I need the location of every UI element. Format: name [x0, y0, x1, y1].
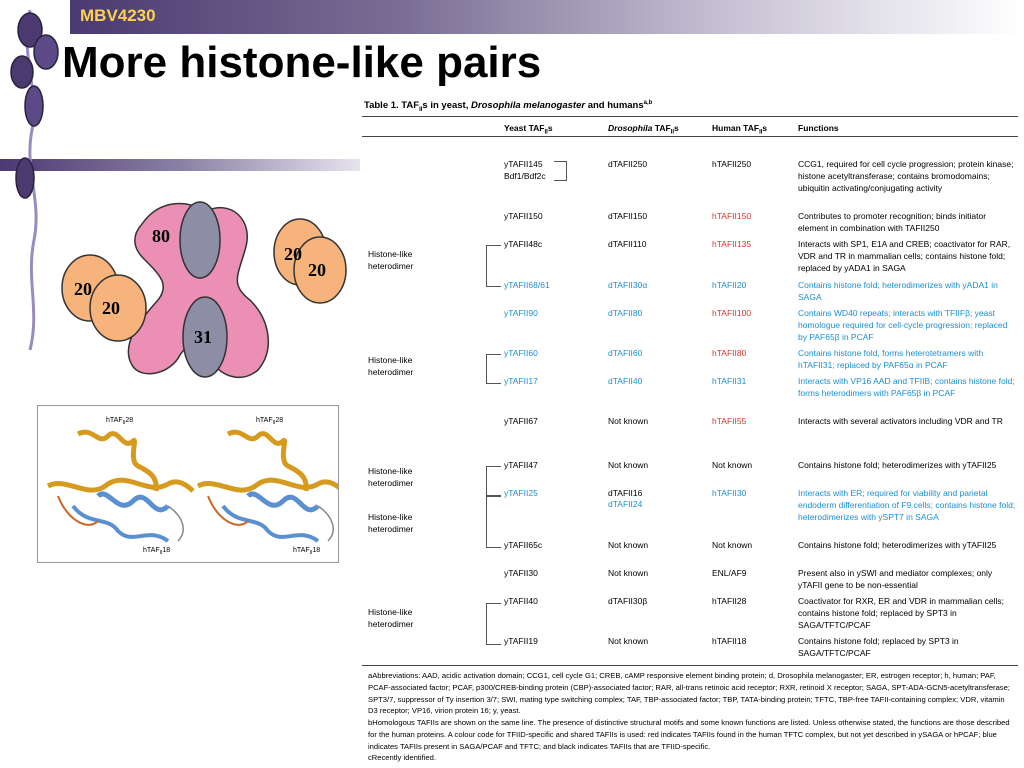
- r7-human: hTAFII31: [712, 376, 747, 386]
- r10-dros2: dTAFII24: [608, 499, 643, 509]
- r9-human: Not known: [712, 460, 753, 470]
- r12-human: ENL/AF9: [712, 568, 747, 578]
- header-yeast: Yeast $TAF_{II}s$: [504, 123, 553, 136]
- footnote-c: cRecently identified.: [368, 753, 436, 762]
- r11-yeast: yTAFII65c: [504, 540, 543, 550]
- right-top-sub: II: [272, 420, 276, 426]
- svg-text:hTAFII18: [293, 547, 320, 556]
- group-label-4: Histone-like heterodimer: [368, 512, 414, 535]
- r10-dros: dTAFII16: [608, 488, 643, 498]
- bracket-bdf: [554, 161, 567, 181]
- r10-function: Interacts with ER; required for viability and parietal endoderm differentiation of F9 cells; contains histone fold; heterodimerizes with ySPT7 in SAGA: [798, 488, 1016, 523]
- r1-human: hTAFII250: [712, 159, 752, 169]
- table-top-rule: [362, 116, 1018, 117]
- bracket-3: [486, 466, 501, 496]
- r3-yeast: yTAFII48c: [504, 239, 543, 249]
- r4-function: Contains histone fold; heterodimerizes with yADA1 in SAGA: [798, 280, 998, 303]
- r14-human: hTAFII18: [712, 636, 747, 646]
- r8-yeast: yTAFII67: [504, 416, 538, 426]
- r11-human: Not known: [712, 540, 753, 550]
- slide-title: More histone-like pairs: [62, 38, 542, 87]
- left-top-sub: II: [122, 420, 126, 426]
- cartoon-label-20a: 20: [74, 279, 92, 299]
- right-top-num: 28: [275, 417, 284, 424]
- r11-dros: Not known: [608, 540, 649, 550]
- r4-yeast: yTAFII68/61: [504, 280, 550, 290]
- r7-dros: dTAFII40: [608, 376, 643, 386]
- r9-dros: Not known: [608, 460, 649, 470]
- r7-function: Interacts with VP16 AAD and TFIIB; contains histone fold; forms heterodimers with PAF65β in PCAF: [798, 376, 1015, 399]
- r2-dros: dTAFII150: [608, 211, 648, 221]
- svg-text:hTAFII18: [143, 547, 170, 556]
- group-label-1: Histone-like heterodimer: [368, 249, 414, 272]
- bracket-2: [486, 354, 501, 384]
- svg-text:hTAFII28: [256, 417, 283, 426]
- protein-structure-image: [37, 405, 339, 563]
- r13-dros: dTAFII30β: [608, 596, 648, 606]
- r4-human: hTAFII20: [712, 280, 747, 290]
- left-bottom-sub: II: [159, 550, 163, 556]
- header-human: Human $TAF_{II}s$: [712, 123, 768, 136]
- r2-yeast: yTAFII150: [504, 211, 543, 221]
- r13-yeast: yTAFII40: [504, 596, 538, 606]
- r3-function: Interacts with SP1, E1A and CREB; coactivator for RAR, VDR and TR in mammalian cells; contains histone fold; replaced by yADA1 in SAGA: [798, 239, 1011, 274]
- r1-yeast2: Bdf1/Bdf2c: [504, 171, 546, 181]
- cartoon-label-20c: 20: [284, 244, 302, 264]
- r10-yeast: yTAFII25: [504, 488, 538, 498]
- header-rule: [362, 136, 1018, 137]
- r10-human: hTAFII30: [712, 488, 747, 498]
- header-drosophila: Drosophila $TAF_{II}s$: [608, 123, 679, 136]
- r6-yeast: yTAFII60: [504, 348, 538, 358]
- r4-dros: dTAFII30α: [608, 280, 648, 290]
- r8-dros: Not known: [608, 416, 649, 426]
- r8-human: hTAFII55: [712, 416, 747, 426]
- left-top-label: hTAF: [106, 417, 123, 424]
- group-label-2: Histone-like heterodimer: [368, 355, 414, 378]
- r9-yeast: yTAFII47: [504, 460, 538, 470]
- r13-function: Coactivator for RXR, ER and VDR in mammalian cells; contains histone fold; replaced by SPT3 in SAGA/TFTC/PCAF: [798, 596, 1004, 631]
- r14-dros: Not known: [608, 636, 649, 646]
- header-functions: Functions: [798, 123, 839, 133]
- r14-function: Contains histone fold; replaced by SPT3 in SAGA/TFTC/PCAF: [798, 636, 959, 659]
- r3-dros: dTAFII110: [608, 239, 647, 249]
- structure-right: [198, 417, 338, 556]
- r6-human: hTAFII80: [712, 348, 747, 358]
- r12-dros: Not known: [608, 568, 649, 578]
- r2-function: Contributes to promoter recognition; binds initiator element in combination with TAFII250: [798, 211, 987, 234]
- footnote-b: bHomologous TAFIIs are shown on the same line. The presence of distinctive structural motifs and some known functions are listed. Unless otherwise stated, the functions are those described for the human proteins. A colour code for TFIID-specific and shared TAFIIs is used: red indicates TAFIIs found in the human TFTC complex, but not yet described in ySAGA or hPCAF; blue indicates TAFIIs present in SAGA/PCAF and TFTC; and black indicates TAFIIs that are TFIID-specific.: [368, 718, 1010, 751]
- r3-human: hTAFII135: [712, 239, 752, 249]
- r8-function: Interacts with several activators including VDR and TR: [798, 416, 1003, 426]
- r5-human: hTAFII100: [712, 308, 752, 318]
- bracket-4: [486, 496, 501, 548]
- left-bottom-label: hTAF: [143, 547, 160, 554]
- r14-yeast: yTAFII19: [504, 636, 538, 646]
- r1-yeast: yTAFII145: [504, 159, 543, 169]
- r5-function: Contains WD40 repeats; interacts with TFIIFβ; yeast homologue required for cell-cycle progression; replaced by PAF65β in PCAF: [798, 308, 1008, 343]
- bracket-5: [486, 603, 501, 645]
- cartoon-label-20b: 20: [102, 298, 120, 318]
- taf-table: [362, 98, 1022, 766]
- right-top-label: hTAF: [256, 417, 273, 424]
- left-bottom-num: 18: [162, 547, 171, 554]
- r5-dros: dTAFII80: [608, 308, 643, 318]
- r5-yeast: yTAFII90: [504, 308, 538, 318]
- r1-function: CCG1, required for cell cycle progression; protein kinase; histone acetyltransferase; contains bromodomains; ubiquitin activating/conjugating activity: [798, 159, 1014, 194]
- cartoon-label-80: 80: [152, 226, 170, 246]
- r12-function: Present also in ySWI and mediator complexes; only yTAFII gene to be non-essential: [798, 568, 993, 591]
- bracket-1: [486, 245, 501, 287]
- r11-function: Contains histone fold; heterodimerizes with yTAFII25: [798, 540, 997, 550]
- right-bottom-label: hTAF: [293, 547, 310, 554]
- group-label-5: Histone-like heterodimer: [368, 607, 414, 630]
- right-bottom-sub: II: [309, 550, 313, 556]
- taf-cartoon: [40, 190, 350, 390]
- cartoon-label-20d: 20: [308, 260, 326, 280]
- r6-dros: dTAFII60: [608, 348, 643, 358]
- right-bottom-num: 18: [312, 547, 321, 554]
- course-code: MBV4230: [80, 6, 156, 25]
- group-label-3: Histone-like heterodimer: [368, 466, 414, 489]
- r9-function: Contains histone fold; heterodimerizes with yTAFII25: [798, 460, 997, 470]
- table-caption: Table 1. $TAF_{II}s$ in yeast, Drosophila melanogaster and humans$^{a,b}$: [364, 100, 653, 114]
- r13-human: hTAFII28: [712, 596, 747, 606]
- r6-function: Contains histone fold, forms heterotetramers with hTAFII31; replaced by PAF65α in PCAF: [798, 348, 984, 371]
- left-top-num: 28: [125, 417, 134, 424]
- r12-yeast: yTAFII30: [504, 568, 538, 578]
- table-bottom-rule: [362, 665, 1018, 666]
- structure-left: [48, 417, 193, 556]
- title-bar: [70, 0, 1024, 34]
- svg-text:hTAFII28: [106, 417, 133, 426]
- cartoon-label-31: 31: [194, 327, 212, 347]
- r7-yeast: yTAFII17: [504, 376, 538, 386]
- r2-human: hTAFII150: [712, 211, 752, 221]
- r1-dros: dTAFII250: [608, 159, 648, 169]
- footnote-a: aAbbreviations: AAD, acidic activation domain; CCG1, cell cycle G1; CREB, cAMP responsive element binding protein; d, Drosophila melanogaster; ER, estrogen receptor; h, human; PAF, PCAF-associated factor; PCAF, p300/CREB-binding protein (CBP)-associated factor; RAR, all-trans retinoic acid receptor; RXR, retinoid X receptor; SAGA, SPT-ADA-GCN5-acetyltransferase; SPT3/7, suppressor of Ty insertion 3/7; SWI, mating type switching complex; TAF, TBP-associated factor; TBP, TATA-binding protein; TFTC, TBP-free TAFII-containing complex; VDR, vitamin D3 receptor; VP16, virion protein 16; y, yeast.: [368, 671, 1010, 716]
